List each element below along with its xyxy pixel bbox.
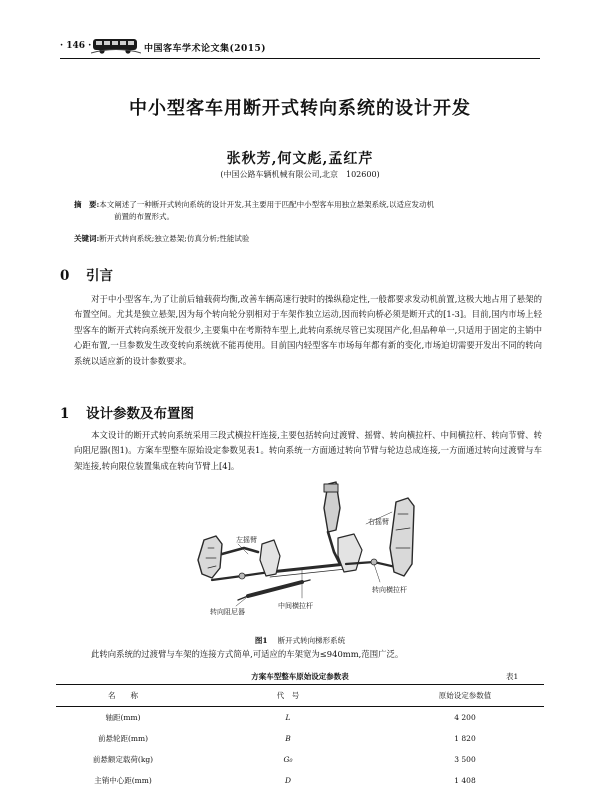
- table-header-cell: 原始设定参数值: [438, 691, 492, 700]
- page-number: · 146 ·: [60, 41, 92, 51]
- section-heading-1: [60, 402, 194, 422]
- keywords: [74, 233, 544, 244]
- abstract-text-line2: 前置的布置形式。: [114, 212, 174, 221]
- section-0-paragraph: [74, 292, 542, 369]
- label-tie-rod: 转向横拉杆: [372, 586, 407, 594]
- table-cell: 4 200: [454, 713, 476, 722]
- table-cell: 轴距(mm): [105, 713, 141, 722]
- paper-affiliation: (中国公路车辆机械有限公司,北京 102600): [220, 170, 380, 179]
- label-right-swing-arm: 右摇臂: [368, 518, 389, 526]
- table-cell: D: [284, 776, 291, 785]
- section-1-text: 本文设计的断开式转向系统采用三段式横拉杆连接,主要包括转向过渡臂、摇臂、转向横拉杆、中间横拉杆、转向节臂、转向阻尼器(图1)。方案车型整车原始设定参数见表1。转向系统一方面通过转向节臂与轮边总成连接,一方面通过转向过渡臂与车架连接,转向限位装置集成在转向节臂上[4]。: [74, 430, 542, 471]
- keywords-label: 关键词:: [74, 234, 100, 243]
- section-heading-0: [60, 264, 113, 284]
- table-header-cell: 名 称: [108, 691, 138, 700]
- table-cell: L: [285, 713, 291, 722]
- table-cell: 3 500: [454, 755, 476, 764]
- table-row: [56, 770, 544, 791]
- section-number: 0: [60, 268, 70, 284]
- table-number: 表1: [506, 672, 519, 681]
- section-0-text: 对于中小型客车,为了让前后轴载荷均衡,改善车辆高速行驶时的操纵稳定性,一般都要求发动机前置,这极大地占用了悬架的布置空间。尤其是独立悬架,因为每个转向轮分别相对于车架作独立运动,因而转向桥必须是断开式的[1-3]。目前,国内市场上轻型客车的断开式转向系统开发很少,主要集中在考斯特车型上,此转向系统尽管已实现国产化,但品种单一,只适用于固定的主销中心距布置,一旦参数发生改变转向系统就不能再使用。目前国内轻型客车市场每年都有新的变化,市场迫切需要开发出不同的转向系统以适应新的设计参数要求。: [74, 294, 542, 366]
- parameter-table: [56, 684, 544, 791]
- journal-name: 中国客车学术论文集(2015): [144, 44, 267, 54]
- left-knuckle: [198, 536, 222, 578]
- table-row: [56, 728, 544, 749]
- section-title: 设计参数及布置图: [86, 406, 194, 422]
- abstract-label: 摘 要:: [74, 200, 100, 209]
- abstract-text-line1: 本文阐述了一种断开式转向系统的设计开发,其主要用于匹配中小型客车用独立悬架系统,以适应发动机: [99, 200, 435, 209]
- left-swing-arm: [222, 548, 258, 554]
- header-rule: [60, 58, 540, 59]
- bus-logo-icon: [91, 33, 141, 55]
- steering-system-figure: [178, 478, 436, 630]
- label-damper: 转向阻尼器: [210, 608, 245, 616]
- label-middle-tie-rod: 中间横拉杆: [278, 602, 313, 610]
- table-header-cell: 代 号: [276, 691, 300, 700]
- table-cell: 1 820: [454, 734, 476, 743]
- keywords-text: 断开式转向系统;独立悬架;仿真分析;性能试验: [99, 234, 250, 243]
- steering-damper: [248, 582, 302, 596]
- left-idler-bracket: [260, 540, 280, 576]
- table-cell: 1 408: [454, 776, 476, 785]
- after-figure-paragraph: [74, 647, 542, 662]
- figure-caption-text: 断开式转向梯形系统: [277, 636, 346, 645]
- section-title: 引言: [86, 268, 113, 284]
- figure-caption-number: 图1: [254, 636, 268, 645]
- section-1-paragraph: [74, 428, 542, 474]
- label-left-swing-arm: 左摇臂: [236, 536, 257, 544]
- after-figure-text: 此转向系统的过渡臂与车架的连接方式简单,可适应的车架宽为≤940mm,范围广泛。: [91, 649, 404, 659]
- abstract: [74, 199, 544, 223]
- table-cell: 前悬轮距(mm): [97, 734, 149, 743]
- table-row: [56, 707, 544, 729]
- table-header-row: [56, 685, 544, 707]
- middle-tie-rod: [270, 564, 346, 572]
- section-number: 1: [60, 406, 70, 422]
- table-cell: B: [285, 734, 291, 743]
- table-title: 方案车型整车原始设定参数表: [251, 672, 349, 681]
- paper-authors: 张秋芳,何文彪,孟红芹: [226, 151, 374, 167]
- paper-title: 中小型客车用断开式转向系统的设计开发: [129, 98, 471, 119]
- table-cell: 前悬额定载荷(kg): [92, 755, 154, 764]
- right-idler-bracket: [338, 534, 362, 572]
- table-cell: 主销中心距(mm): [94, 776, 152, 785]
- table-cell: G₀: [283, 755, 293, 764]
- table-row: [56, 749, 544, 770]
- right-knuckle: [390, 498, 414, 576]
- figure-caption: [0, 635, 600, 646]
